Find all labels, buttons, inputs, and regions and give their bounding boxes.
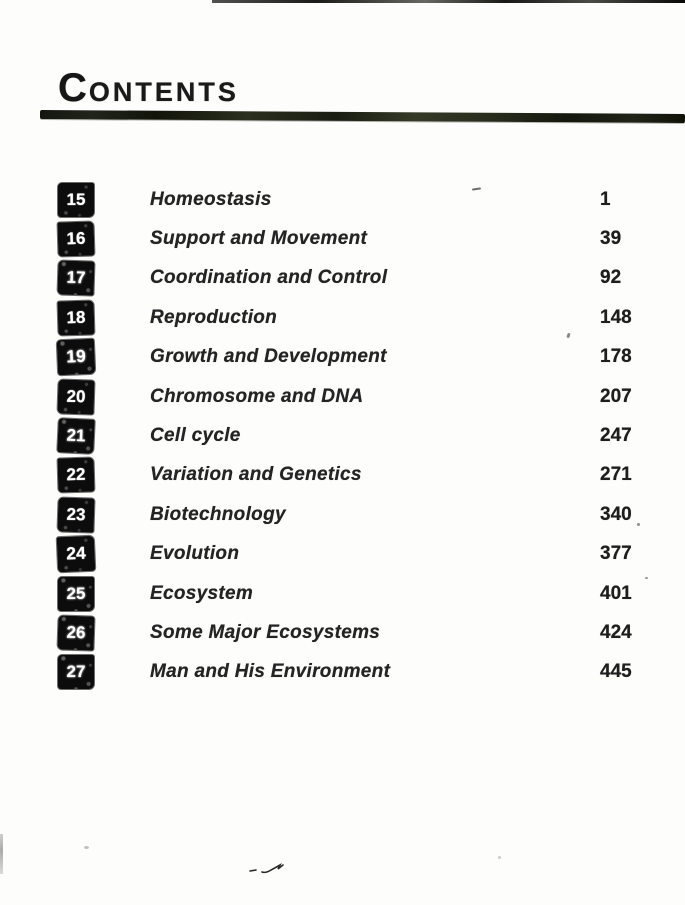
scan-speck	[645, 577, 648, 579]
page-title-initial: C	[58, 66, 89, 110]
chapter-number: 24	[65, 543, 87, 564]
toc-list	[58, 180, 658, 692]
chapter-number: 17	[66, 268, 86, 288]
toc-row	[58, 180, 658, 219]
chapter-number: 25	[66, 583, 86, 603]
chapter-number: 18	[66, 307, 86, 328]
chapter-page-number: 178	[600, 346, 632, 368]
chapter-number: 20	[66, 386, 86, 406]
chapter-number-badge	[57, 497, 94, 532]
toc-row	[58, 416, 658, 455]
chapter-title: Reproduction	[150, 306, 278, 328]
scan-speck	[637, 523, 640, 526]
chapter-page-number: 148	[600, 306, 632, 328]
toc-row	[58, 495, 658, 534]
chapter-title: Man and His Environment	[150, 661, 391, 683]
chapter-page-number: 271	[600, 464, 632, 486]
chapter-number-badge	[57, 536, 96, 573]
chapter-page-number: 1	[600, 188, 611, 210]
chapter-title: Homeostasis	[150, 188, 272, 210]
chapter-number-badge	[58, 183, 94, 217]
chapter-number-badge	[57, 261, 94, 296]
chapter-title: Support and Movement	[150, 228, 368, 250]
chapter-number-badge	[57, 615, 94, 650]
chapter-title: Variation and Genetics	[150, 464, 362, 486]
chapter-number-badge	[58, 655, 94, 689]
toc-row	[58, 456, 658, 495]
chapter-title: Coordination and Control	[150, 267, 388, 289]
chapter-number-badge	[58, 577, 94, 611]
chapter-page-number: 401	[600, 582, 632, 604]
chapter-page-number: 247	[600, 425, 632, 447]
page-title-rest: ONTENTS	[88, 77, 239, 107]
toc-row	[58, 338, 658, 377]
chapter-page-number: 377	[600, 543, 632, 565]
chapter-number: 15	[66, 189, 86, 209]
chapter-number: 26	[66, 622, 86, 643]
chapter-number: 19	[65, 346, 87, 367]
chapter-number: 21	[66, 425, 86, 446]
scan-edge-speck	[0, 834, 3, 874]
chapter-page-number: 39	[600, 228, 622, 250]
toc-row	[58, 653, 658, 692]
toc-row	[58, 219, 658, 258]
chapter-number-badge	[57, 339, 96, 376]
toc-row	[58, 535, 658, 574]
chapter-number-badge	[57, 379, 94, 414]
toc-row	[58, 377, 658, 416]
toc-row	[58, 613, 658, 652]
toc-row	[58, 574, 658, 613]
chapter-title: Ecosystem	[150, 582, 254, 604]
page-title	[58, 66, 239, 111]
chapter-number: 16	[66, 228, 86, 249]
chapter-title: Biotechnology	[150, 503, 286, 525]
chapter-page-number: 424	[600, 621, 632, 643]
scan-speck	[498, 856, 501, 859]
chapter-number: 23	[66, 504, 86, 525]
scan-speck	[84, 846, 89, 849]
chapter-number-badge	[58, 458, 95, 493]
scan-edge-artifact	[212, 0, 685, 3]
chapter-title: Chromosome and DNA	[150, 385, 364, 407]
scan-squiggle-mark	[248, 860, 292, 876]
title-underline-rule	[40, 110, 685, 123]
chapter-number-badge	[57, 418, 95, 454]
chapter-title: Cell cycle	[150, 425, 241, 447]
toc-row	[58, 298, 658, 337]
chapter-page-number: 445	[600, 661, 632, 683]
chapter-title: Evolution	[150, 543, 240, 565]
chapter-page-number: 340	[600, 503, 632, 525]
chapter-number: 27	[66, 662, 86, 682]
chapter-number-badge	[58, 222, 95, 257]
chapter-page-number: 207	[600, 385, 632, 407]
chapter-title: Some Major Ecosystems	[150, 621, 381, 643]
chapter-page-number: 92	[600, 267, 622, 289]
chapter-number-badge	[58, 300, 95, 335]
chapter-title: Growth and Development	[150, 346, 387, 368]
toc-row	[58, 259, 658, 298]
chapter-number: 22	[66, 465, 86, 485]
